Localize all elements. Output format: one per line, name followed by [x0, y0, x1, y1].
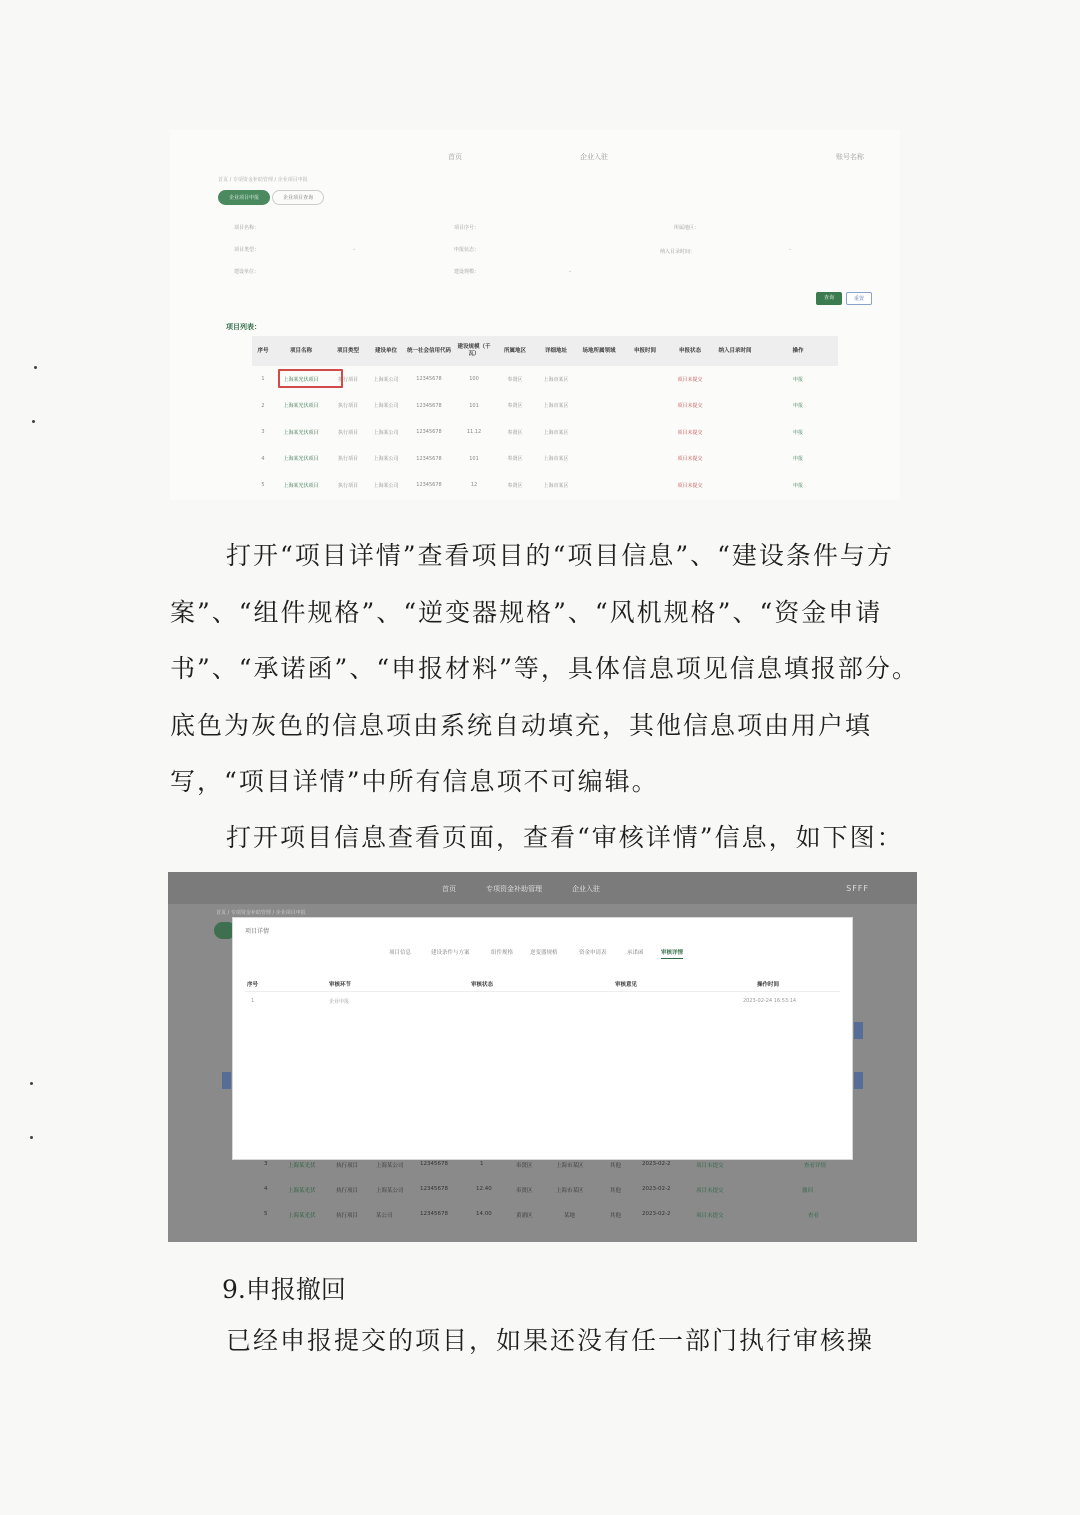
modal-title: 项目详情	[245, 928, 270, 935]
reset-button[interactable]: 重置	[846, 292, 872, 305]
cell-date: 2023-02-2	[642, 1186, 671, 1192]
cell-date	[622, 393, 668, 420]
apply-link[interactable]: 申报	[792, 376, 803, 383]
col-header-stage: 审核环节	[329, 982, 352, 988]
cell-unit: 上海某公司	[376, 1188, 404, 1194]
col-header-status: 审核状态	[471, 982, 494, 988]
col-header: 申报状态	[668, 336, 712, 366]
cell-no: 4	[261, 455, 265, 462]
cell-scale: 12	[470, 482, 478, 489]
cell-scale: 100	[469, 376, 479, 383]
paragraph-text: 打开项目信息查看页面，查看“审核详情”信息，如下图：	[226, 823, 904, 852]
cell-project-name-link[interactable]: 上海某光伏	[288, 1163, 316, 1169]
margin-speck	[32, 420, 35, 423]
cell-region: 奉贤区	[507, 456, 523, 463]
cell-status: 项目未提交	[696, 1213, 724, 1219]
cell-code: 12345678	[420, 1186, 448, 1192]
table-row	[252, 446, 838, 473]
col-header-no: 序号	[247, 982, 259, 988]
cell-unit: 上海某公司	[373, 403, 399, 410]
breadcrumb: 首页 / 专项资金补助管理 / 企业项目申报	[216, 910, 306, 916]
nav-home[interactable]: 首页	[448, 153, 462, 161]
cell-status: 项目未提交	[677, 456, 703, 463]
col-header: 项目类型	[328, 336, 368, 366]
table-row	[252, 419, 838, 446]
cell-stage: 企业申报	[329, 999, 350, 1005]
cell-address: 上海市某区	[543, 456, 569, 463]
cell-status: 项目未提交	[677, 376, 703, 383]
cell-region: 奉贤区	[507, 482, 523, 489]
cell-code: 12345678	[416, 455, 442, 462]
cell-catalog-time	[712, 366, 758, 393]
col-header: 所属地区	[494, 336, 536, 366]
cell-unit: 上海某公司	[373, 429, 399, 436]
list-title: 项目列表：	[226, 323, 261, 331]
cell-type: 执行项目	[336, 1163, 359, 1169]
col-header: 详细地址	[536, 336, 576, 366]
cell-status: 项目未提交	[677, 429, 703, 436]
cell-type: 执行项目	[337, 403, 358, 410]
project-detail-modal	[232, 917, 853, 1160]
apply-link[interactable]: 申报	[792, 482, 803, 489]
cell-code: 12345678	[420, 1161, 448, 1167]
filter-catalog-time-label: 纳入目录时间：	[660, 249, 696, 255]
cell-field: 其他	[610, 1213, 622, 1219]
nav-portal[interactable]: 企业入驻	[572, 885, 600, 893]
apply-link[interactable]: 申报	[792, 403, 803, 410]
cell-region: 奉贤区	[507, 429, 523, 436]
cell-type: 执行项目	[337, 456, 358, 463]
side-handle-icon[interactable]	[222, 1072, 231, 1089]
tab-commitment[interactable]: 承诺函	[627, 950, 644, 956]
tab-funding-form[interactable]: 资金申请表	[579, 950, 607, 956]
table-row	[168, 1205, 917, 1227]
side-handle-icon[interactable]	[854, 1022, 863, 1039]
cell-address: 上海市某区	[543, 482, 569, 489]
cell-no: 1	[251, 998, 255, 1004]
cell-date	[622, 419, 668, 446]
cell-project-name-link[interactable]: 上海某光伏项目	[283, 482, 319, 489]
cell-address: 上海市某区	[556, 1188, 584, 1194]
tab-project-query[interactable]: 企业项目查询	[272, 190, 324, 205]
nav-funds[interactable]: 专项资金补助管理	[486, 885, 542, 893]
cell-field	[576, 366, 622, 393]
chevron-down-icon[interactable]: ⌄	[352, 246, 357, 252]
apply-link[interactable]: 申报	[792, 429, 803, 436]
col-header: 申报时间	[622, 336, 668, 366]
cell-project-name-link[interactable]: 上海某光伏项目	[283, 403, 319, 410]
table-row	[252, 393, 838, 420]
tab-build-conditions[interactable]: 建设条件与方案	[431, 950, 470, 956]
cell-type: 执行项目	[336, 1213, 359, 1219]
tab-audit-details[interactable]: 审核详情	[661, 948, 683, 959]
brand-logo: SFFF	[846, 884, 869, 893]
margin-speck	[30, 1136, 33, 1139]
modal-tab-bar	[233, 948, 852, 962]
col-header: 场地所属领域	[576, 336, 622, 366]
col-header: 项目名称	[274, 336, 328, 366]
cell-scale: 11.12	[466, 429, 482, 436]
cell-region: 奉贤区	[516, 1163, 533, 1169]
table-row	[168, 1180, 917, 1202]
cell-type: 执行项目	[337, 482, 358, 489]
chevron-down-icon[interactable]: ⌄	[568, 268, 573, 274]
cell-field: 其他	[610, 1163, 622, 1169]
view-details-link[interactable]: 查看详情	[804, 1163, 827, 1169]
tab-project-apply[interactable]: 企业项目申报	[218, 190, 270, 205]
cell-type: 执行项目	[337, 376, 358, 383]
col-header-time: 操作时间	[757, 982, 780, 988]
cell-code: 12345678	[416, 482, 442, 489]
breadcrumb: 首页 / 专项资金补助管理 / 企业项目申报	[218, 177, 308, 183]
cell-time: 2023-02-24 16:53:14	[743, 998, 797, 1004]
cell-code: 12345678	[420, 1211, 448, 1217]
paragraph-text: 打开“项目详情”查看项目的“项目信息”、“建设条件与方案”、“组件规格”、“逆变器规格”、“风机规格”、“资金申请书”、“承诺函”、“申报材料”等，具体信息项见信息填报部分。底色为灰色的信息项由系统自动填充，其他信息项由用户填写，“项目详情”中所有信息项不可编辑。	[170, 541, 919, 796]
view-link[interactable]: 查看	[808, 1213, 820, 1219]
col-header: 序号	[252, 336, 274, 366]
cell-unit: 上海某公司	[373, 482, 399, 489]
cell-address: 上海市某区	[556, 1163, 584, 1169]
audit-details-screenshot	[168, 872, 917, 1242]
cell-field	[576, 472, 622, 499]
cell-scale: 1	[480, 1161, 484, 1167]
cell-type: 执行项目	[336, 1188, 359, 1194]
filter-project-no-label: 项目序号：	[454, 225, 480, 231]
side-handle-icon[interactable]	[854, 1072, 863, 1089]
cell-project-name-link[interactable]: 上海某光伏项目	[283, 376, 319, 383]
cell-status: 项目未提交	[677, 403, 703, 410]
filter-status-label: 申报状态：	[454, 247, 480, 253]
cell-field: 其他	[610, 1188, 622, 1194]
cell-code: 12345678	[416, 376, 442, 383]
cell-no: 5	[264, 1211, 268, 1217]
cell-scale: 101	[469, 455, 479, 462]
cell-type: 执行项目	[337, 429, 358, 436]
cell-code: 12345678	[416, 402, 442, 409]
cell-code: 12345678	[416, 429, 442, 436]
chevron-down-icon[interactable]: ⌄	[788, 246, 793, 252]
paragraph-project-details	[170, 528, 920, 811]
cell-catalog-time	[712, 472, 758, 499]
cell-catalog-time	[712, 393, 758, 420]
cell-field	[576, 446, 622, 473]
cell-region: 奉贤区	[516, 1188, 533, 1194]
cell-date: 2023-02-2	[642, 1211, 671, 1217]
cell-unit: 上海某公司	[373, 456, 399, 463]
paragraph-audit-details	[170, 810, 920, 867]
cell-no: 3	[261, 429, 265, 436]
cell-address: 某地	[564, 1213, 576, 1219]
cell-no: 1	[261, 376, 265, 383]
margin-speck	[30, 1082, 33, 1085]
cell-project-name-link[interactable]: 上海某光伏项目	[283, 429, 319, 436]
tab-module-spec[interactable]: 组件规格	[491, 950, 514, 956]
cell-no: 3	[264, 1161, 268, 1167]
cell-address: 上海市某区	[543, 376, 569, 383]
top-nav	[170, 152, 900, 168]
cell-region: 奉贤区	[507, 403, 523, 410]
filter-build-unit-label: 建设单位：	[234, 269, 260, 275]
cell-unit: 上海某公司	[373, 376, 399, 383]
cell-status: 项目未提交	[677, 482, 703, 489]
project-list-screenshot	[170, 130, 900, 500]
filter-region-label: 所属地区：	[674, 225, 700, 231]
search-button[interactable]: 查询	[816, 292, 842, 305]
table-row	[168, 1155, 917, 1177]
cell-project-name-link[interactable]: 上海某光伏项目	[283, 456, 319, 463]
apply-link[interactable]: 申报	[792, 456, 803, 463]
tab-project-info[interactable]: 项目信息	[389, 950, 412, 956]
cell-no: 4	[264, 1186, 268, 1192]
project-table	[252, 336, 838, 499]
cell-date	[622, 472, 668, 499]
nav-portal[interactable]: 企业入驻	[580, 153, 608, 161]
cell-region: 黄浦区	[516, 1213, 533, 1219]
tab-bar	[218, 190, 326, 206]
cell-scale: 14.00	[476, 1211, 492, 1217]
cell-no: 2	[261, 402, 265, 409]
cell-catalog-time	[712, 419, 758, 446]
table-row	[252, 472, 838, 499]
cell-project-name-link[interactable]: 上海某光伏	[288, 1213, 316, 1219]
paragraph-withdraw	[170, 1313, 920, 1370]
top-nav	[168, 872, 917, 904]
divider	[245, 991, 840, 992]
table-header-row	[252, 336, 838, 366]
col-header: 建设单位	[368, 336, 404, 366]
cell-project-name-link[interactable]: 上海某光伏	[288, 1188, 316, 1194]
cell-field	[576, 393, 622, 420]
filter-scale-label: 建设规模：	[454, 269, 480, 275]
cell-date	[622, 366, 668, 393]
cell-address: 上海市某区	[543, 403, 569, 410]
cell-catalog-time	[712, 446, 758, 473]
col-header: 操作	[758, 336, 838, 366]
section-heading: 9.申报撤回	[222, 1275, 346, 1304]
cell-unit: 某公司	[376, 1213, 393, 1219]
tab-inverter-spec[interactable]: 逆变器规格	[530, 950, 558, 956]
cell-status: 项目未提交	[696, 1163, 724, 1169]
cell-date	[622, 446, 668, 473]
cell-status: 项目未提交	[696, 1188, 724, 1194]
cell-address: 上海市某区	[543, 429, 569, 436]
cell-region: 奉贤区	[507, 376, 523, 383]
cell-scale: 101	[469, 402, 479, 409]
cell-scale: 12.40	[476, 1186, 492, 1192]
cell-date: 2023-02-2	[642, 1161, 671, 1167]
cell-unit: 上海某公司	[376, 1163, 404, 1169]
col-header-opinion: 审核意见	[615, 982, 638, 988]
col-header: 统一社会信用代码	[404, 336, 454, 366]
nav-user[interactable]: 账号名称	[836, 153, 864, 161]
col-header: 纳入目录时间	[712, 336, 758, 366]
highlight-box	[278, 369, 343, 388]
filter-project-name-label: 项目名称：	[234, 225, 260, 231]
paragraph-text: 已经申报提交的项目，如果还没有任一部门执行审核操	[226, 1326, 875, 1355]
margin-speck	[34, 366, 37, 369]
cell-no: 5	[261, 482, 265, 489]
cell-field	[576, 419, 622, 446]
nav-home[interactable]: 首页	[442, 885, 456, 893]
filter-project-type-label: 项目类型：	[234, 247, 260, 253]
withdraw-link[interactable]: 撤回	[802, 1188, 814, 1194]
col-header: 建设规模（千瓦）	[454, 336, 494, 366]
